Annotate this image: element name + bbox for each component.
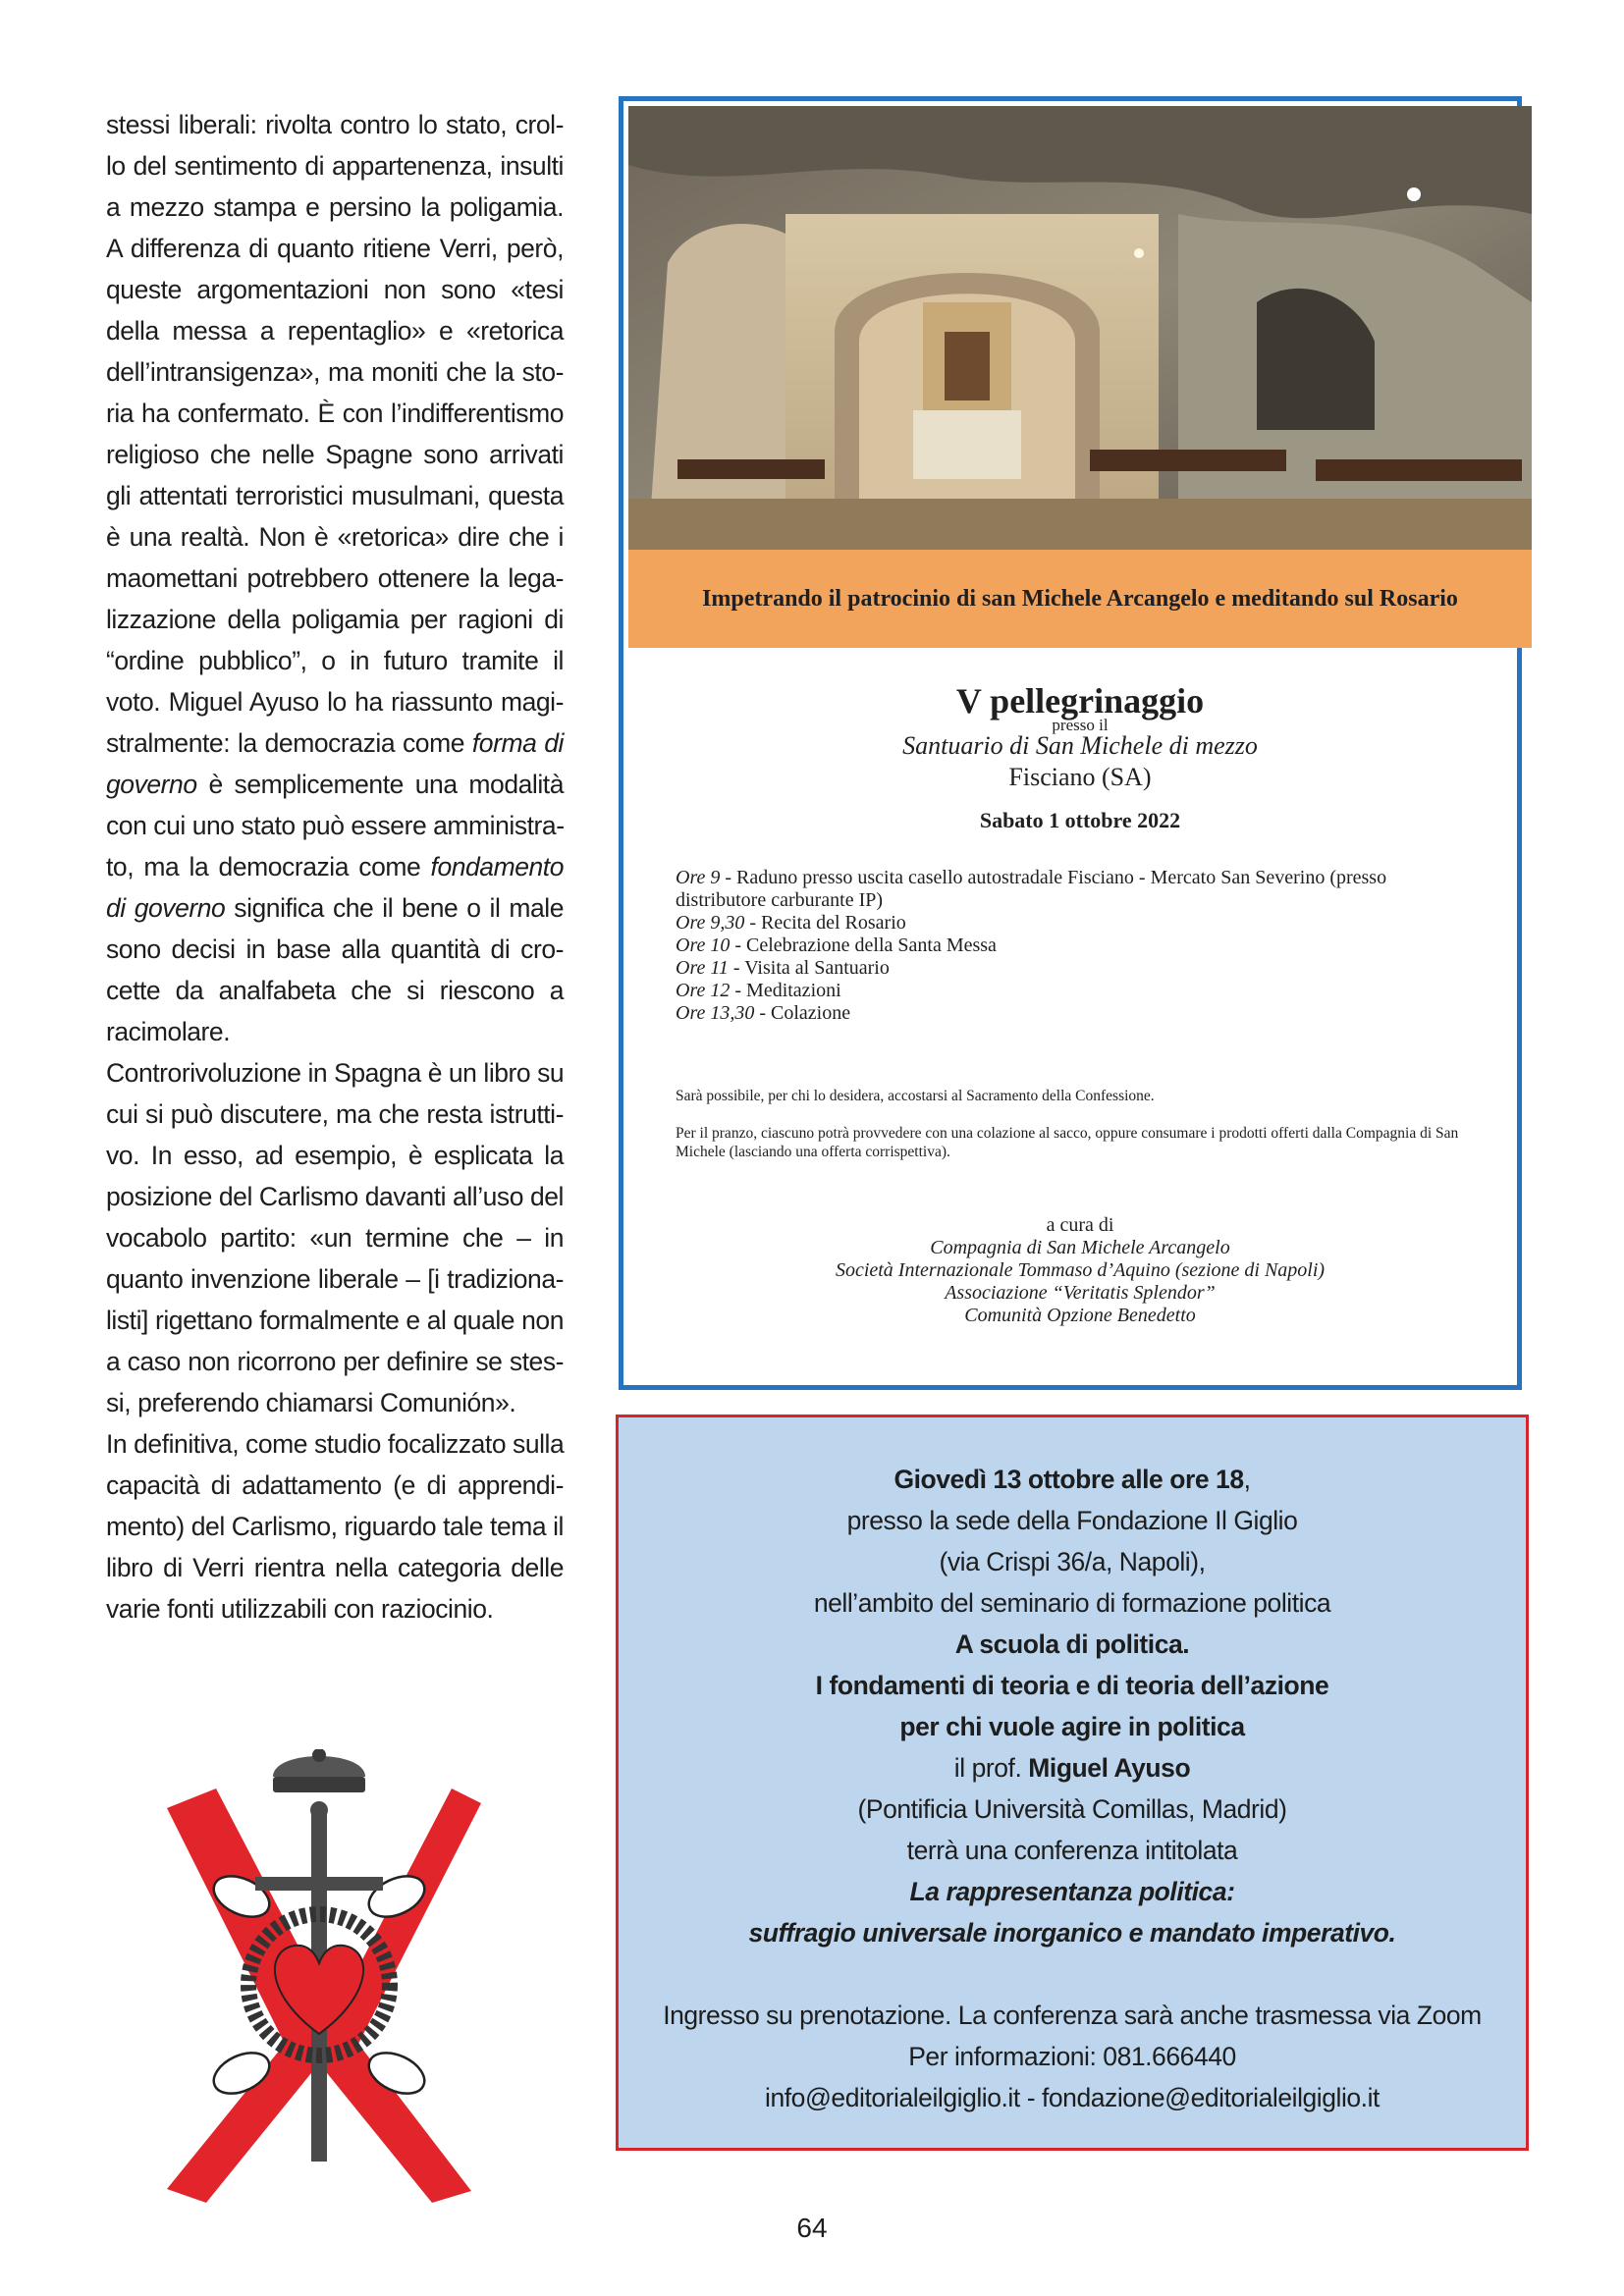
article-line: posizione del Carlismo davanti all’uso del xyxy=(106,1182,564,1211)
article-line: stralmente: la democrazia come forma di xyxy=(106,728,564,758)
article-line: A differenza di quanto ritiene Verri, però, xyxy=(106,234,564,263)
schedule-row: Ore 9,30 - Recita del Rosario xyxy=(676,912,906,934)
article-line: sono decisi in base alla quantità di cro- xyxy=(106,934,564,964)
schedule-row: Ore 11 - Visita al Santuario xyxy=(676,957,890,979)
article-line: a mezzo stampa e persino la poligamia. xyxy=(106,192,564,222)
poster-title: V pellegrinaggio xyxy=(955,681,1205,721)
article-line: voto. Miguel Ayuso lo ha riassunto magi- xyxy=(106,687,564,717)
poster-date: Sabato 1 ottobre 2022 xyxy=(979,808,1181,832)
credit-line: Associazione “Veritatis Splendor” xyxy=(945,1282,1216,1304)
event-seminar-subtitle-1: I fondamenti di teoria e di teoria dell’azione xyxy=(815,1671,1329,1700)
event-phone: Per informazioni: 081.666440 xyxy=(908,2042,1236,2071)
carlist-emblem-icon xyxy=(147,1749,491,2211)
event-talk-title-2: suffragio universale inorganico e mandato imperativo. xyxy=(748,1918,1396,1948)
article-line: è una realtà. Non è «retorica» dire che i xyxy=(106,522,564,552)
pilgrimage-poster xyxy=(619,96,1522,1390)
schedule-row: distributore carburante IP) xyxy=(676,889,884,911)
article-line: lo del sentimento di appartenenza, insulti xyxy=(106,151,564,181)
page-number: 64 xyxy=(796,2213,828,2243)
article-line: si, preferendo chiamarsi Comunión». xyxy=(106,1388,516,1417)
article-line: ria ha confermato. È con l’indifferentismo xyxy=(106,399,564,428)
article-line: cui si può discutere, ma che resta istrutti- xyxy=(106,1099,564,1129)
article-line: gli attentati terroristici musulmani, questa xyxy=(106,481,564,510)
conference-announcement xyxy=(616,1415,1529,2151)
article-line: a caso non ricorrono per definire se stes- xyxy=(106,1347,564,1376)
article-line: quanto invenzione liberale – [i tradiziona- xyxy=(106,1264,564,1294)
article-line: Controrivoluzione in Spagna è un libro su xyxy=(106,1058,565,1088)
event-seminar-subtitle-2: per chi vuole agire in politica xyxy=(899,1712,1245,1741)
event-speaker-affiliation: (Pontificia Università Comillas, Madrid) xyxy=(857,1794,1287,1824)
article-line: In definitiva, come studio focalizzato sulla xyxy=(106,1429,565,1459)
event-seminar-title: A scuola di politica. xyxy=(954,1629,1190,1659)
article-line: lizzazione della poligamia per ragioni di xyxy=(106,605,564,634)
article-line: di governo significa che il bene o il male xyxy=(106,893,564,923)
article-line: listi] rigettano formalmente e al quale non xyxy=(106,1306,564,1335)
event-talk-intro: terrà una conferenza intitolata xyxy=(906,1836,1238,1865)
article-line: della messa a repentaglio» e «retorica xyxy=(106,316,564,346)
article-line: “ordine pubblico”, o in futuro tramite il xyxy=(106,646,564,675)
schedule-row: Ore 10 - Celebrazione della Santa Messa xyxy=(676,934,997,956)
poster-note-confession: Sarà possibile, per chi lo desidera, accostarsi al Sacramento della Confessione. xyxy=(676,1088,1155,1104)
credit-line: Compagnia di San Michele Arcangelo xyxy=(930,1237,1230,1258)
banner-text: Impetrando il patrocinio di san Michele Arcangelo e meditando sul Rosario xyxy=(702,585,1458,612)
article-line: cette da analfabeta che si riescono a xyxy=(106,976,564,1005)
article-line: mento) del Carlismo, riguardo tale tema il xyxy=(106,1512,564,1541)
poster-note-lunch: Per il pranzo, ciascuno potrà provvedere con una colazione al sacco, oppure consumare i prodotti offerti dalla Compagnia di San Michele (lasciando una offerta corrispettiva). xyxy=(676,1125,1459,1160)
schedule-row: Ore 12 - Meditazioni xyxy=(676,980,841,1001)
article-line: vo. In esso, ad esempio, è esplicata la xyxy=(106,1141,564,1170)
event-address: (via Crispi 36/a, Napoli), xyxy=(939,1547,1206,1576)
event-venue: presso la sede della Fondazione Il Giglio xyxy=(846,1506,1298,1535)
article-line: capacità di adattamento (e di apprendi- xyxy=(106,1470,564,1500)
event-date: Giovedì 13 ottobre alle ore 18, xyxy=(893,1465,1251,1494)
event-talk-title-1: La rappresentanza politica: xyxy=(909,1877,1235,1906)
schedule-row: Ore 13,30 - Colazione xyxy=(676,1002,851,1024)
poster-banner xyxy=(628,550,1532,648)
credit-line: a cura di xyxy=(1046,1214,1114,1236)
poster-credits xyxy=(628,1214,1532,1327)
article-line: racimolare. xyxy=(106,1017,231,1046)
article-line: varie fonti utilizzabili con raziocinio. xyxy=(106,1594,494,1624)
article-line: vocabolo partito: «un termine che – in xyxy=(106,1223,564,1253)
article-line: con cui uno stato può essere amministra- xyxy=(106,811,565,840)
credit-line: Comunità Opzione Benedetto xyxy=(964,1305,1196,1326)
poster-sanctuary: Santuario di San Michele di mezzo xyxy=(902,731,1258,760)
article-line: stessi liberali: rivolta contro lo stato, crol- xyxy=(106,110,564,139)
article-line: religioso che nelle Spagne sono arrivati xyxy=(106,440,564,469)
poster-presso: presso il xyxy=(1052,716,1109,734)
article-line: dell’intransigenza», ma moniti che la sto- xyxy=(106,357,564,387)
event-emails: info@editorialeilgiglio.it - fondazione@editorialeilgiglio.it xyxy=(765,2083,1380,2112)
article-column xyxy=(106,104,564,1629)
schedule-row: Ore 9 - Raduno presso uscita casello autostradale Fisciano - Mercato San Severino (presso xyxy=(676,867,1387,888)
credit-line: Società Internazionale Tommaso d’Aquino (sezione di Napoli) xyxy=(835,1259,1326,1281)
poster-town: Fisciano (SA) xyxy=(1008,763,1152,791)
article-line: governo è semplicemente una modalità xyxy=(106,770,564,799)
sanctuary-photo xyxy=(628,106,1532,550)
event-booking-info: Ingresso su prenotazione. La conferenza sarà anche trasmessa via Zoom xyxy=(663,2001,1482,2030)
article-line: queste argomentazioni non sono «tesi xyxy=(106,275,564,304)
poster-schedule xyxy=(676,867,1490,1025)
article-line: maomettani potrebbero ottenere la lega- xyxy=(106,563,564,593)
article-line: libro di Verri rientra nella categoria delle xyxy=(106,1553,564,1582)
event-context: nell’ambito del seminario di formazione politica xyxy=(813,1588,1331,1618)
event-speaker: il prof. Miguel Ayuso xyxy=(953,1753,1191,1783)
article-line: to, ma la democrazia come fondamento xyxy=(106,852,564,881)
